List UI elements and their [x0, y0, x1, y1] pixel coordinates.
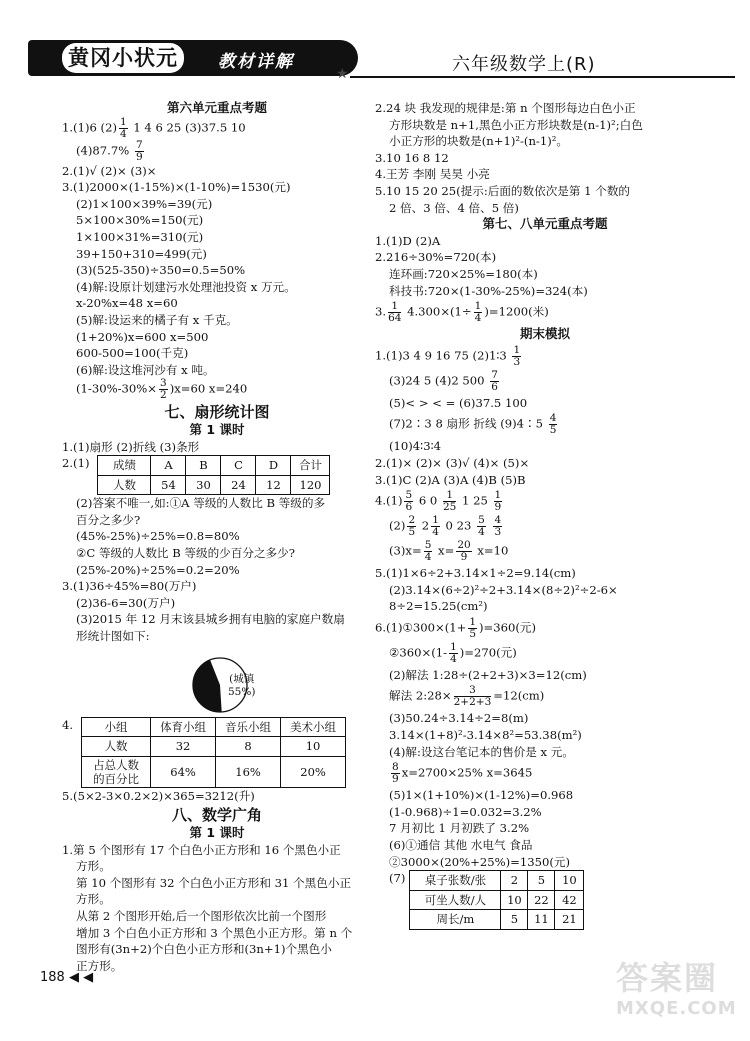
page-footer [40, 970, 93, 985]
answer-line: 第 10 个图形有 32 个白色小正方形和 31 个黑色小正 [76, 875, 352, 890]
fraction: $\frac{1}{4}$ [119, 115, 127, 140]
answer-line: 形统计图如下: [76, 629, 150, 644]
answer-line: 1.(1)扇形 (2)折线 (3)条形 [62, 439, 200, 454]
answer-line: 4.王芳 李刚 吴昊 小亮 [375, 167, 490, 182]
answer-line: 从第 2 个图形开始,后一个图形依次比前一个图形 [76, 908, 327, 923]
fraction: $\frac{1}{4}$ [474, 300, 482, 325]
answer-line: (3)50.24÷3.14÷2=8(m) [389, 711, 529, 726]
answer-line: $\frac{8}{9}$ x=2700×25% x=3645 [392, 761, 533, 786]
answer-line: 方形块数是 n+1,黑色小正方形块数是(n-1)²;白色 [389, 117, 643, 132]
answer-line: 3.(1)2000×(1-15%)×(1-10%)=1530(元) [62, 180, 291, 195]
answer-line: (3)(525-350)÷350=0.5=50% [76, 263, 246, 278]
answer-line: (5)< > < = (6)37.5 100 [389, 395, 528, 410]
answer-line: (1-30%-30%× $\frac{3}{2}$ )x=60 x=240 [76, 377, 248, 402]
left-column [62, 100, 372, 974]
answer-line: 2.(1) 成绩 A B C D 合计 人数 54 30 24 12 120 [62, 455, 372, 495]
page-number: 188 [40, 970, 65, 985]
answer-line: ②C 等级的人数比 B 等级的少百分之多少? [76, 546, 295, 561]
fraction: $\frac{3}{2}$ [160, 377, 167, 402]
answer-line: 2 倍、3 倍、4 倍、5 倍) [389, 200, 519, 215]
answer-line: 图形有(3n+2)个白色小正方形和(3n+1)个黑色小 [76, 942, 332, 957]
answer-line: 5.(5×2-3×0.2×2)×365=3212(升) [62, 788, 255, 803]
answer-line: 连环画:720×25%=180(本) [389, 266, 538, 281]
answer-line: (2)3.14×(6÷2)²÷2+3.14×(8÷2)²÷2-6× [389, 582, 618, 597]
fraction: $\frac{5}{6}$ [405, 489, 413, 514]
answer-line: (2)答案不唯一,如:①A 等级的人数比 B 等级的多 [76, 496, 326, 511]
header-rule [350, 76, 735, 78]
answer-line: (10)4∶3∶4 [389, 439, 441, 454]
answer-line: (1+20%)x=600 x=500 [76, 329, 209, 344]
fraction: $\frac{20}{9}$ [457, 539, 471, 564]
answer-line: 3.10 16 8 12 [375, 150, 449, 165]
fraction: $\frac{1}{3}$ [513, 343, 521, 368]
answer-line: (5)1×(1+10%)×(1-12%)=0.968 [389, 788, 574, 803]
answer-line: 1.第 5 个图形有 17 个白色小正方形和 16 个黑色小正 [62, 842, 341, 857]
answer-line: 正方形。 [76, 958, 123, 973]
page-header [0, 0, 750, 92]
answer-line: (7)2∶3 8 扇形 折线 (9)4∶5 $\frac{4}{5}$ [389, 412, 557, 437]
fraction: $\frac{1}{4}$ [450, 640, 457, 665]
pie-label: (城镇 55%) [228, 672, 256, 698]
answer-line: (1-0.968)÷1=0.032=3.2% [389, 804, 542, 819]
answer-line: 2.24 块 我发现的规律是:第 n 个图形每边白色小正 [375, 101, 636, 115]
answer-line: 4.(1) $\frac{5}{6}$ 6 0 $\frac{1}{25}$ 1 25 $\frac{1}{9}$ [375, 489, 502, 514]
fraction: $\frac{4}{5}$ [549, 412, 557, 437]
right-column [375, 100, 715, 930]
chapter-title: 八、数学广角 [171, 806, 262, 825]
logo-title: 黄冈小状元 [62, 43, 184, 73]
fraction: $\frac{4}{3}$ [494, 514, 502, 539]
answer-line: 2.216÷30%=720(本) [375, 250, 497, 265]
answer-line: (2) $\frac{2}{5}$ 2 $\frac{1}{4}$ 0 23 $\frac{5}{4}$ $\frac{4}{3}$ [389, 514, 502, 539]
answer-line: 2.(1)× (2)× (3)√ (4)× (5)× [375, 455, 530, 470]
grade-table: 成绩 A B C D 合计 人数 54 30 24 12 120 [97, 455, 330, 495]
fraction: $\frac{3}{2+2+3}$ [453, 684, 492, 709]
answer-line: 600-500=100(千克) [76, 346, 189, 361]
lesson-title: 第 1 课时 [189, 421, 245, 437]
fraction: $\frac{7}{6}$ [491, 368, 498, 393]
fraction: $\frac{1}{4}$ [432, 514, 439, 539]
logo-subtitle: 教材详解 [218, 52, 294, 72]
fraction: $\frac{5}{4}$ [424, 539, 432, 564]
answer-line: 小正方形的块数是(n+1)²-(n-1)²。 [389, 134, 568, 149]
watermark: 答案圈 MXQE.COM [616, 959, 737, 1019]
answer-line: 解法 2:28× $\frac{3}{2+2+3}$ =12(cm) [389, 684, 545, 709]
fraction: $\frac{7}{9}$ [135, 138, 143, 163]
answer-line: 2.(1)√ (2)× (3)× [62, 163, 157, 178]
answer-line: 3.(1)36÷45%=80(万户) [62, 579, 197, 594]
answer-line: 1×100×31%=310(元) [76, 229, 204, 244]
answer-line: (3)24 5 (4)2 500 $\frac{7}{6}$ [389, 368, 498, 393]
answer-line: x-20%x=48 x=60 [76, 296, 178, 311]
answer-line: (6)解:设这堆河沙有 x 吨。 [76, 362, 215, 377]
fraction: $\frac{8}{9}$ [392, 761, 399, 786]
answer-line: 科技书:720×(1-30%-25%)=324(本) [389, 283, 588, 298]
answer-line: 6.(1)①300×(1+ $\frac{1}{5}$ )=360(元) [375, 615, 537, 640]
answer-line: (45%-25%)÷25%=0.8=80% [76, 529, 240, 544]
chapter-title: 七、扇形统计图 [164, 403, 270, 422]
table-chair-table: 桌子张数/张 2 5 10 可坐人数/人 10 22 42 周长/m 5 11 21 [409, 870, 584, 930]
answer-line: (3)2015 年 12 月末该县城乡拥有电脑的家庭户数扇 [76, 612, 345, 627]
answer-line: (3)x= $\frac{5}{4}$ x= $\frac{20}{9}$ x=10 [389, 539, 509, 564]
book-title: 六年级数学上(R) [452, 54, 596, 75]
answer-line: 1.(1)D (2)A [375, 233, 441, 248]
star-icon: ★ [336, 66, 349, 82]
answer-line: 百分之多少? [76, 512, 141, 527]
fraction: $\frac{1}{64}$ [388, 300, 402, 325]
answer-line: (6)①通信 其他 水电气 食品 [389, 838, 533, 853]
answer-line: (4)87.7% $\frac{7}{9}$ [76, 138, 143, 163]
answer-line: (25%-20%)÷25%=0.2=20% [76, 562, 240, 577]
fraction: $\frac{1}{9}$ [494, 489, 502, 514]
answer-line: 7 月初比 1 月初跌了 3.2% [389, 821, 530, 836]
arrow-left-icon: ◀ ◀ [68, 970, 94, 985]
answer-line: (4)解:设这台笔记本的售价是 x 元。 [389, 744, 574, 759]
answer-line: (2)36-6=30(万户) [76, 595, 176, 610]
answer-line: (2)解法 1:28÷(2+2+3)×3=12(cm) [389, 667, 587, 682]
section-title: 第六单元重点考题 [166, 100, 267, 115]
answer-line: 方形。 [76, 892, 111, 907]
fraction: $\frac{1}{25}$ [442, 489, 457, 514]
fraction: $\frac{5}{4}$ [478, 514, 485, 539]
answer-line: 5.(1)1×6÷2+3.14×1÷2=9.14(cm) [375, 566, 576, 581]
answer-line: 方形。 [76, 859, 111, 874]
fraction: $\frac{2}{5}$ [408, 514, 416, 539]
section-title: 第七、八单元重点考题 [482, 216, 608, 232]
fraction: $\frac{1}{5}$ [469, 615, 477, 640]
answer-line: 增加 3 个白色小正方形和 3 个黑色小正方形。第 n 个 [76, 925, 353, 940]
answer-line: (5)解:设运来的橘子有 x 千克。 [76, 312, 238, 327]
answer-line: ②360×(1- $\frac{1}{4}$ )=270(元) [389, 640, 517, 665]
answer-line: (2)1×100×39%=39(元) [76, 196, 213, 211]
lesson-title: 第 1 课时 [189, 825, 245, 840]
answer-line: 1.(1)3 4 9 16 75 (2)1∶3 $\frac{1}{3}$ [375, 343, 521, 368]
answer-line: 3.(1)C (2)A (3)A (4)B (5)B [375, 472, 526, 487]
answer-line: 3.14×(1+8)²-3.14×8²=53.38(m²) [389, 728, 582, 743]
answer-line: 5×100×30%=150(元) [76, 213, 204, 228]
answer-line: (7) 桌子张数/张 2 5 10 可坐人数/人 10 22 42 周长/m 5 11 21 [375, 870, 715, 930]
pie-chart [62, 655, 372, 711]
answer-line: 39+150+310=499(元) [76, 246, 207, 261]
answer-line: 1.(1)6 (2) $\frac{1}{4}$ 1 4 6 25 (3)37.5 10 [62, 115, 246, 140]
section-title: 期末模拟 [519, 326, 570, 342]
answer-line: 5.10 15 20 25(提示:后面的数依次是第 1 个数的 [375, 183, 631, 198]
answer-line: 8÷2=15.25(cm²) [389, 599, 488, 614]
group-table: 小组 体育小组 音乐小组 美术小组 人数 32 8 10 占总人数 的百分比 64% 16% 20% [81, 717, 346, 788]
answer-line: ②3000×(20%+25%)=1350(元) [389, 854, 570, 869]
answer-line: (4)解:设原计划建污水处理池投资 x 万元。 [76, 279, 296, 294]
answer-line: 4. 小组 体育小组 音乐小组 美术小组 人数 32 8 10 占总人数 的百分比 64% 16% 20% [62, 717, 372, 788]
answer-line: 3. $\frac{1}{64}$ 4.300×(1÷ $\frac{1}{4}$ )=1200(米) [375, 300, 549, 325]
